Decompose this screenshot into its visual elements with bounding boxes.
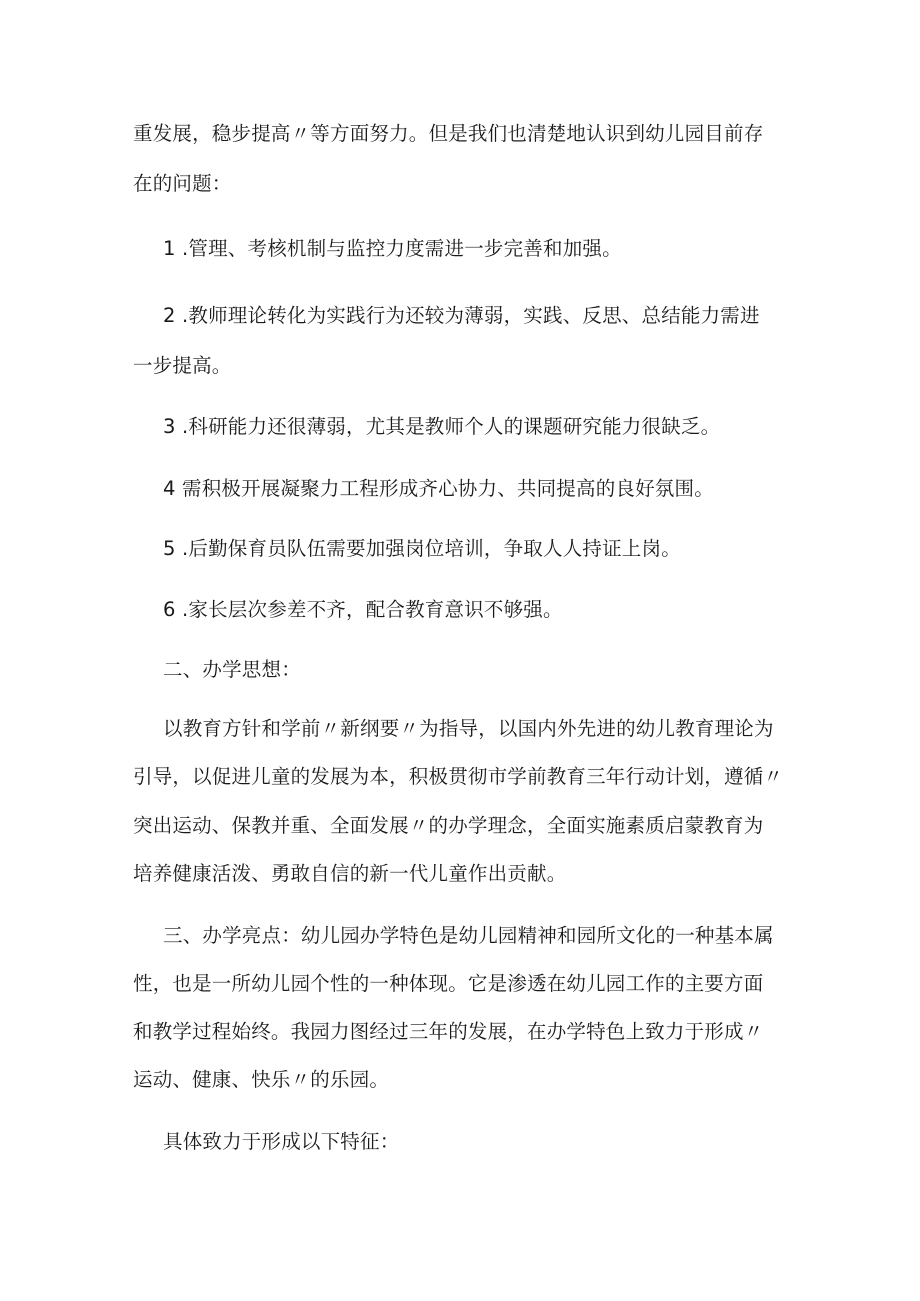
highlights-paragraph-line: 和教学过程始终。我园力图经过三年的发展，在办学特色上致力于形成〃 xyxy=(133,1020,764,1043)
paragraph-line: 重发展，稳步提高〃等方面努力。但是我们也清楚地认识到幼儿园目前存 xyxy=(133,122,764,145)
highlights-paragraph-line: 三、办学亮点：幼儿园办学特色是幼儿园精神和园所文化的一种基本属 xyxy=(163,924,774,947)
problem-item-1: 1 .管理、考核机制与监控力度需进一步完善和加强。 xyxy=(163,237,622,260)
highlights-paragraph-line: 运动、健康、快乐〃的乐园。 xyxy=(133,1068,390,1091)
philosophy-paragraph-line: 培养健康活泼、勇敢自信的新一代儿童作出贡献。 xyxy=(133,862,567,885)
features-intro-line: 具体致力于形成以下特征： xyxy=(163,1130,400,1153)
problem-item-4: 4 需积极开展凝聚力工程形成齐心协力、共同提高的良好氛围。 xyxy=(163,477,714,500)
philosophy-paragraph-line: 突出运动、保教并重、全面发展〃的办学理念，全面实施素质启蒙教育为 xyxy=(133,814,764,837)
section-heading-philosophy: 二、办学思想： xyxy=(163,658,301,681)
problem-item-2: 2 .教师理论转化为实践行为还较为薄弱，实践、反思、总结能力需进 xyxy=(163,304,760,327)
philosophy-paragraph-line: 引导，以促进儿童的发展为本，积极贯彻市学前教育三年行动计划，遵循〃 xyxy=(133,765,784,788)
philosophy-paragraph-line: 以教育方针和学前〃新纲要〃为指导，以国内外先进的幼儿教育理论为 xyxy=(163,717,774,740)
paragraph-line: 在的问题： xyxy=(133,172,232,195)
problem-item-5: 5 .后勤保育员队伍需要加强岗位培训，争取人人持证上岗。 xyxy=(163,537,681,560)
problem-item-3: 3 .科研能力还很薄弱，尤其是教师个人的课题研究能力很缺乏。 xyxy=(163,415,721,438)
problem-item-2-continued: 一步提高。 xyxy=(133,354,232,377)
highlights-paragraph-line: 性，也是一所幼儿园个性的一种体现。它是渗透在幼儿园工作的主要方面 xyxy=(133,972,764,995)
problem-item-6: 6 .家长层次参差不齐，配合教育意识不够强。 xyxy=(163,598,563,621)
